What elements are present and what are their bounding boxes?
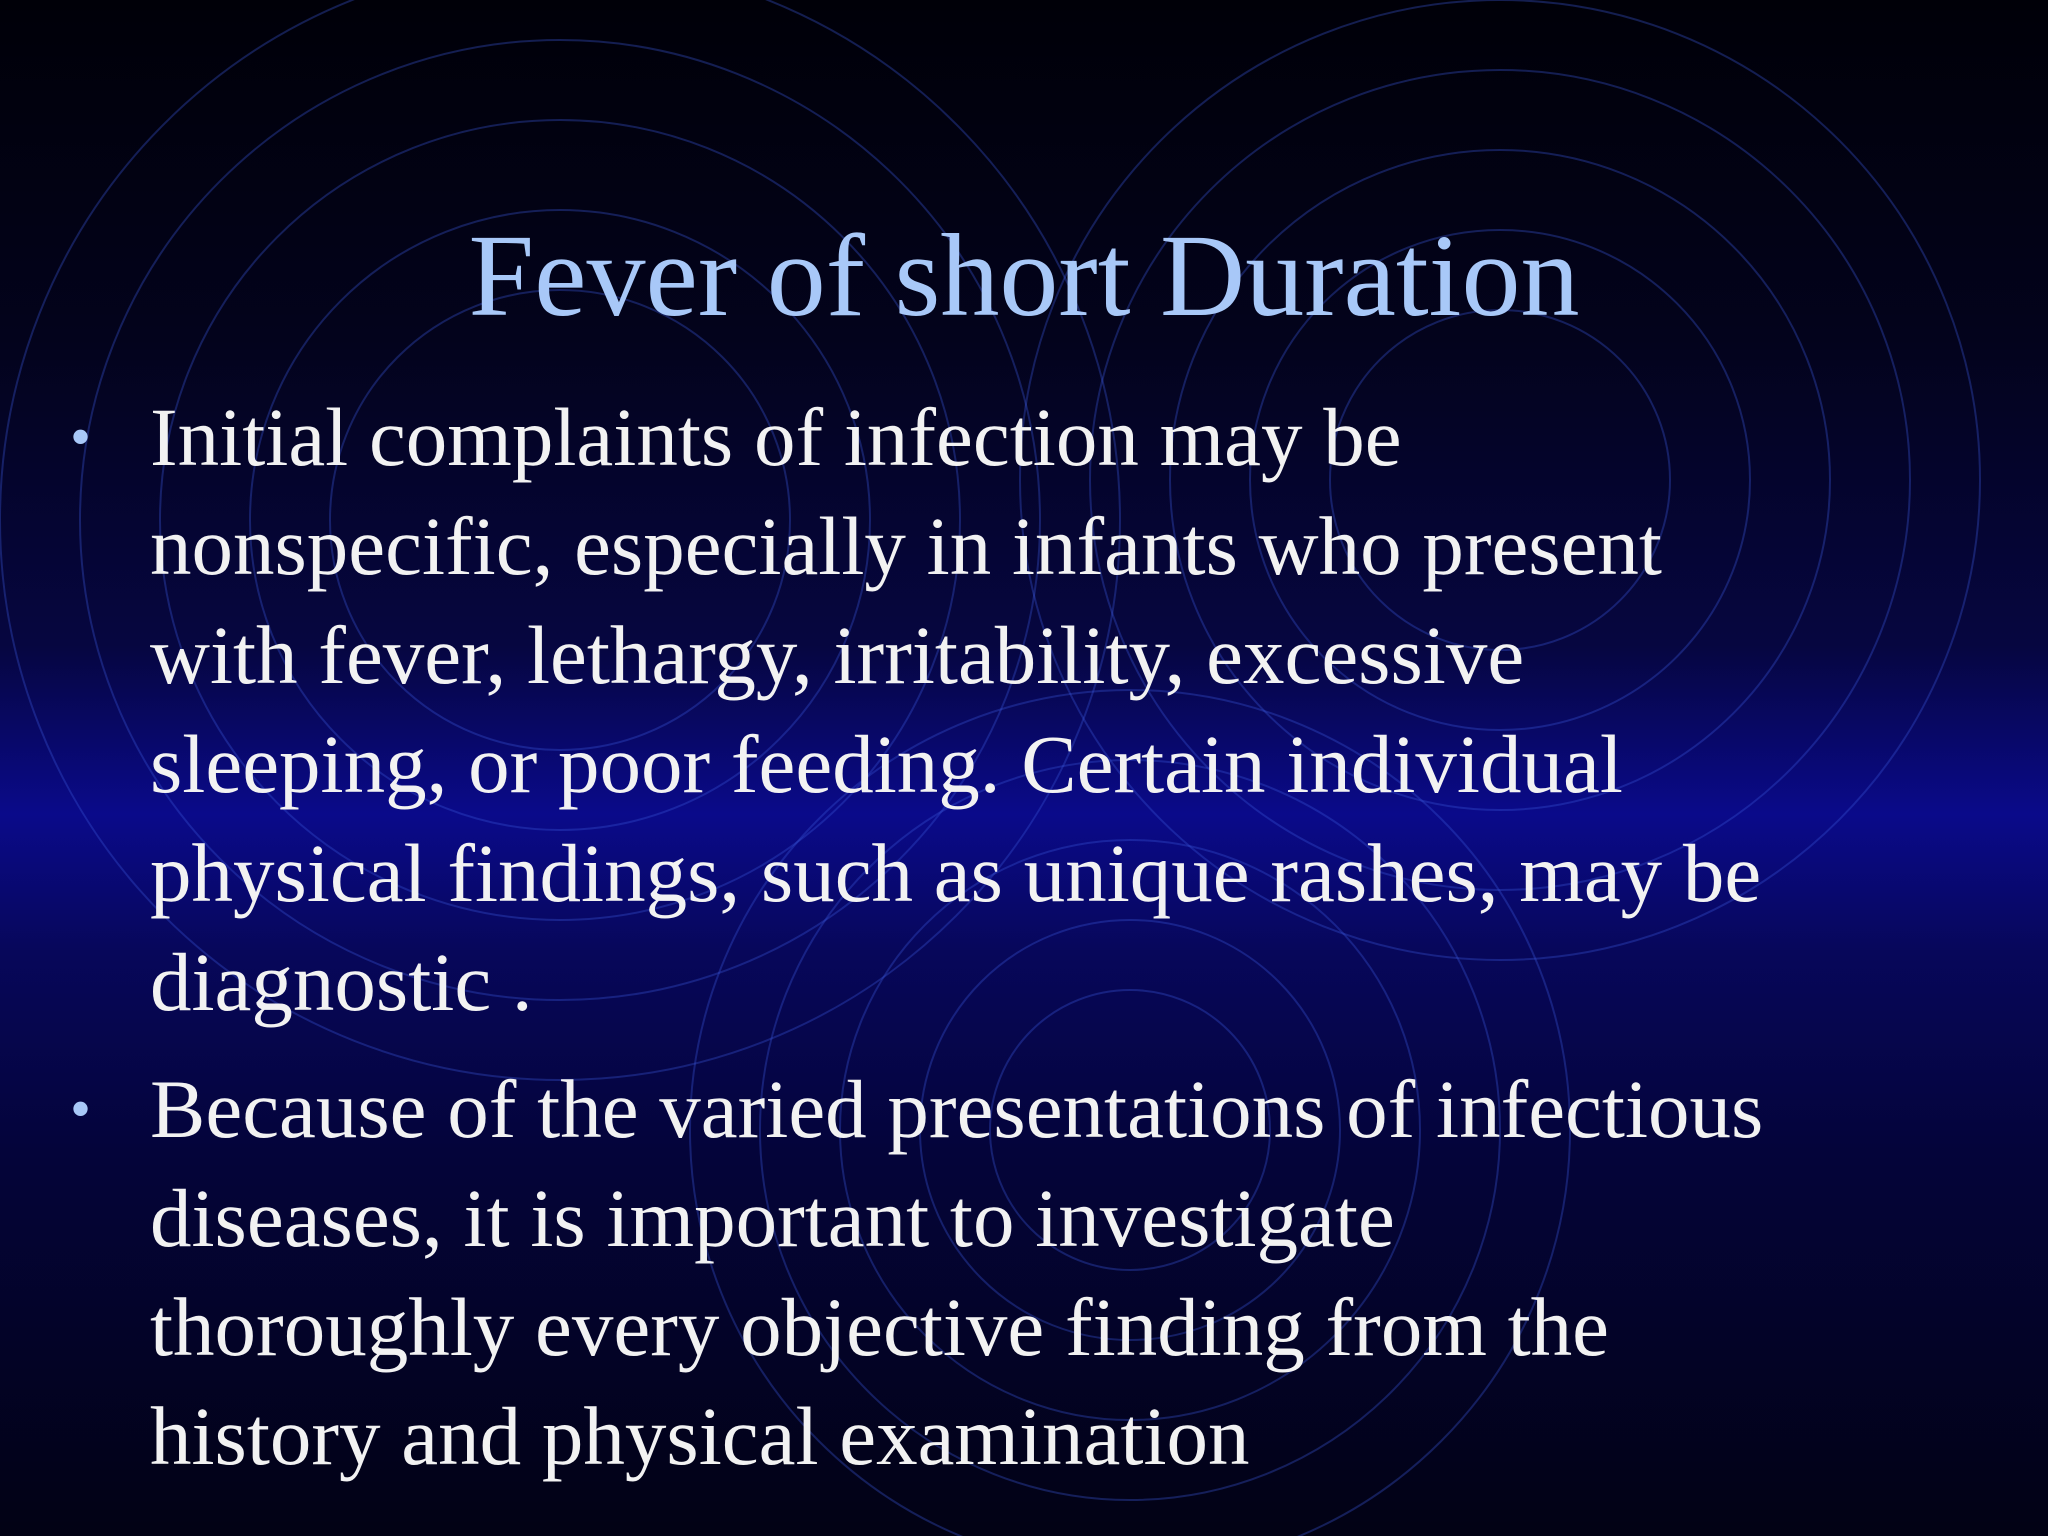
bullet-text-line: nonspecific, especially in infants who present xyxy=(150,500,1662,592)
bullet-item xyxy=(70,1055,1970,1491)
bullet-text-line: Because of the varied presentations of infectious xyxy=(150,1063,1764,1155)
bullet-text-line: diagnostic . xyxy=(150,936,533,1028)
bullet-text-line: with fever, lethargy, irritability, excessive xyxy=(150,609,1525,701)
bullet-text-line: Initial complaints of infection may be xyxy=(150,391,1402,483)
bullet-text-line: history and physical examination xyxy=(150,1390,1250,1482)
bullet-icon: • xyxy=(70,404,92,470)
bullet-list xyxy=(70,383,1970,1491)
bullet-icon: • xyxy=(70,1076,92,1142)
slide-title: Fever of short Duration xyxy=(468,210,1580,341)
bullet-text-line: sleeping, or poor feeding. Certain individual xyxy=(150,718,1623,810)
bullet-text-line: thoroughly every objective finding from the xyxy=(150,1281,1610,1373)
bullet-item xyxy=(70,383,1970,1037)
bullet-text-line: physical findings, such as unique rashes, may be xyxy=(150,827,1762,919)
bullet-text-line: diseases, it is important to investigate xyxy=(150,1172,1395,1264)
